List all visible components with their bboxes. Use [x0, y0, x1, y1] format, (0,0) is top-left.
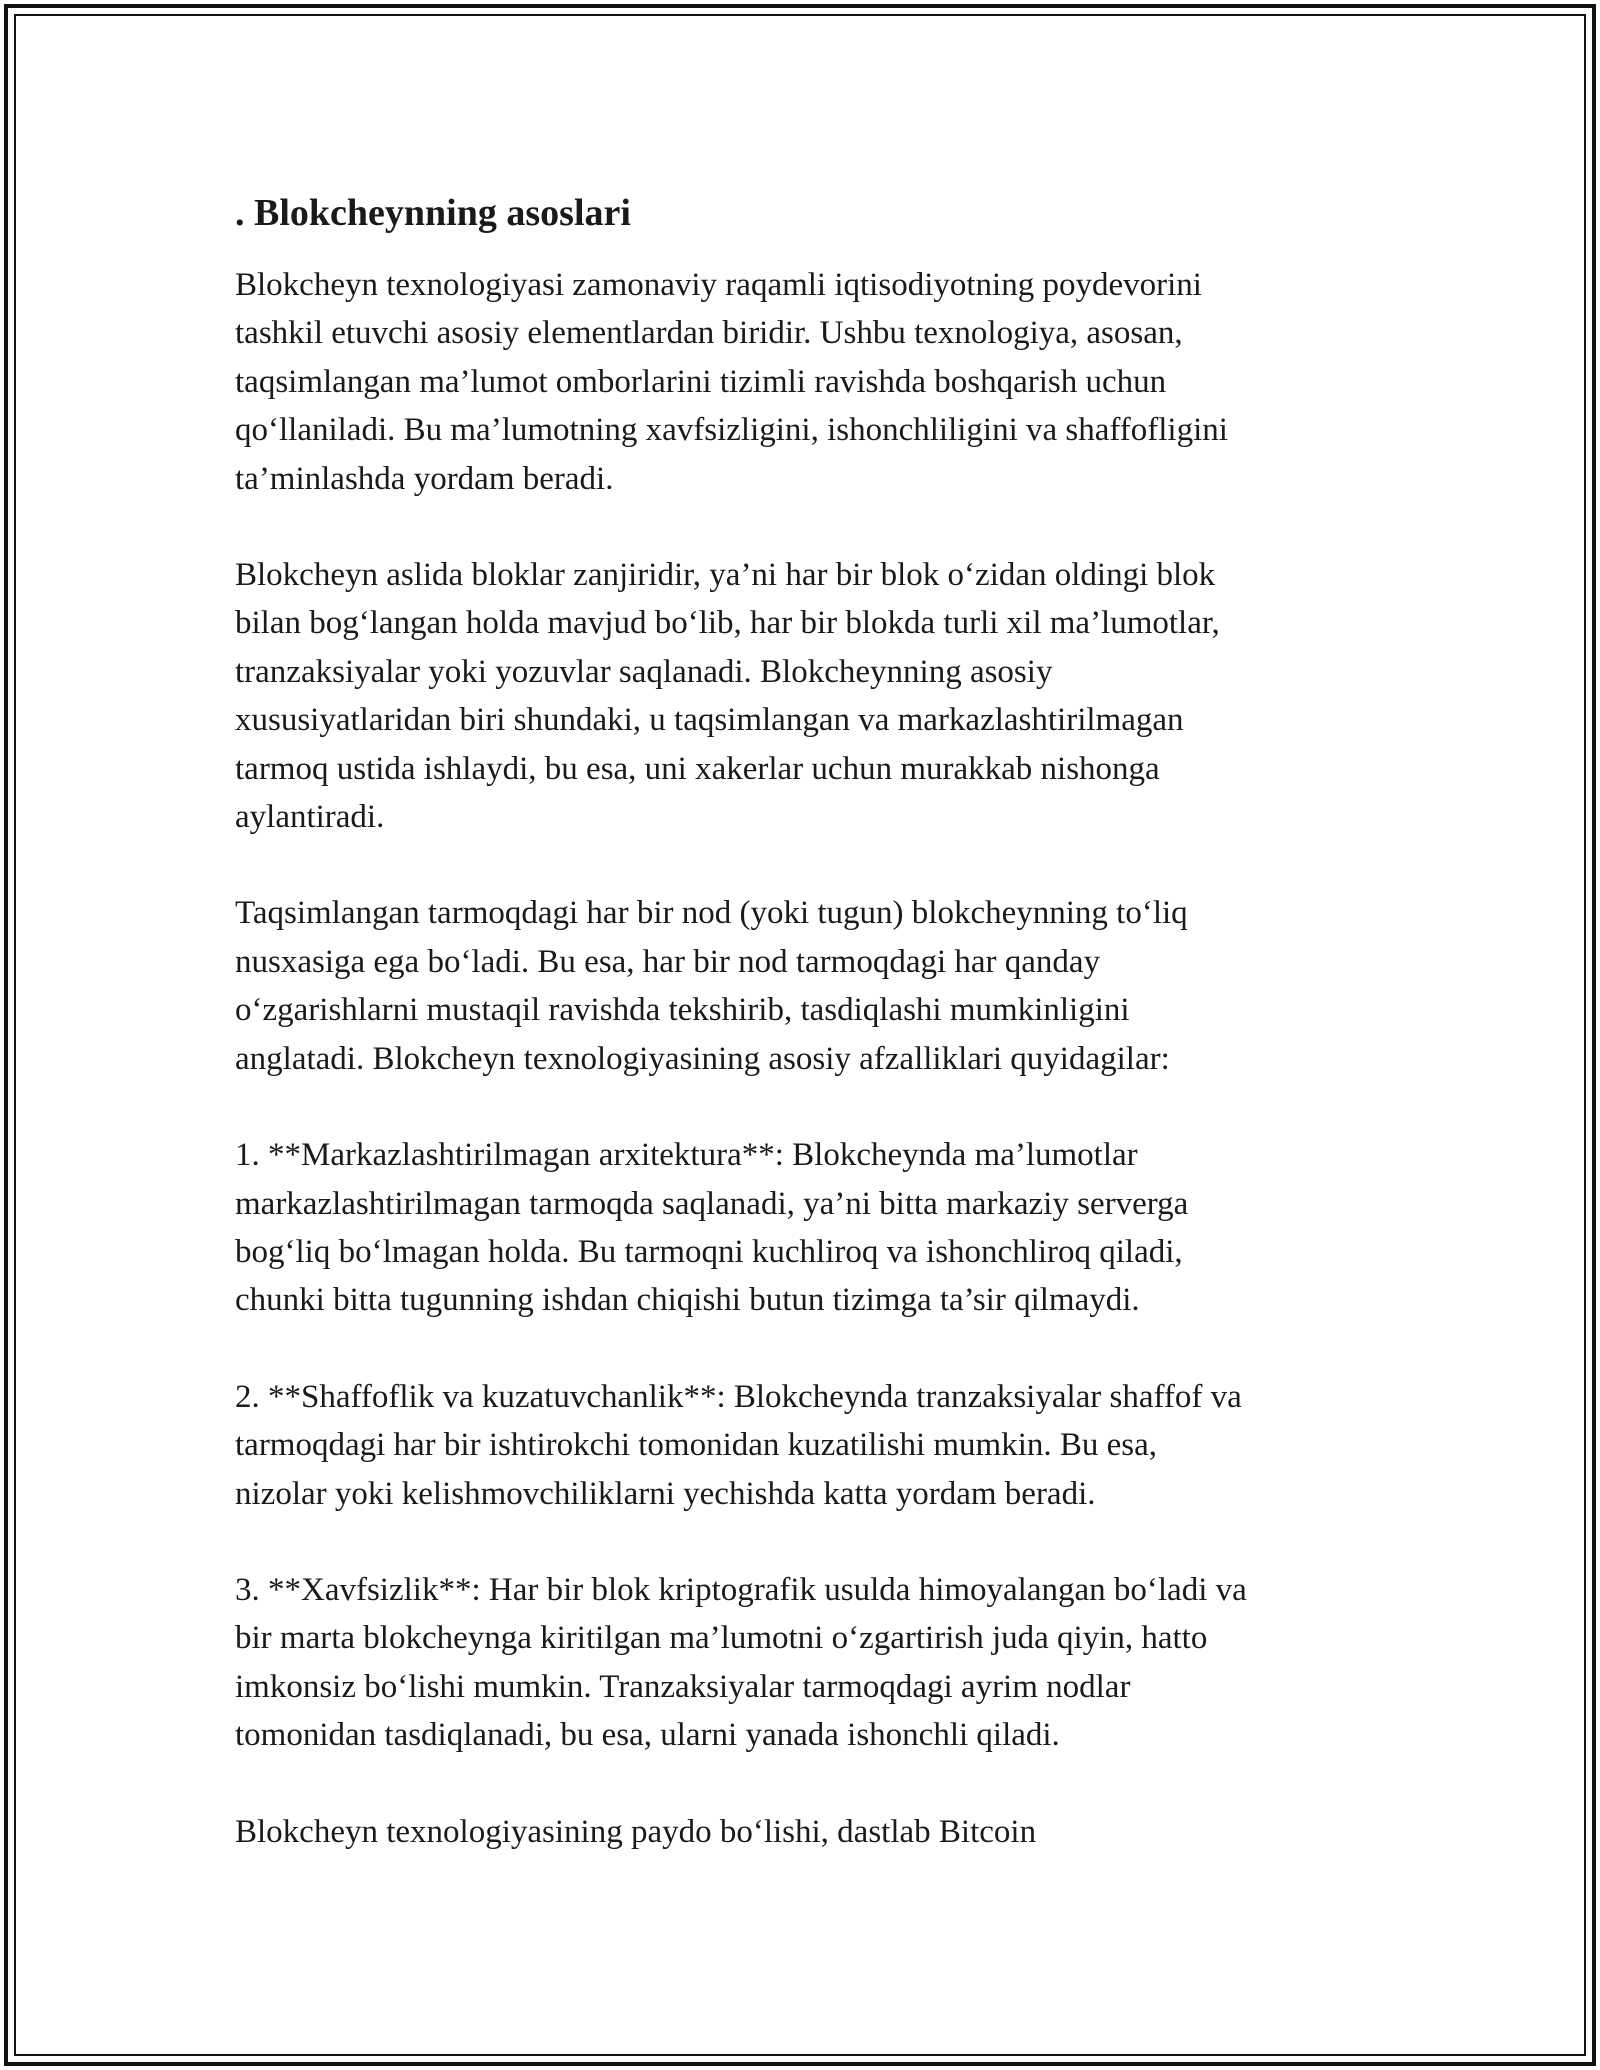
text-line: nizolar yoki kelishmovchiliklarni yechishda katta yordam beradi.: [235, 1475, 1096, 1512]
text-line: Taqsimlangan tarmoqdagi har bir nod (yoki tugun) blokcheynning to‘liq: [235, 895, 1188, 932]
text-line: 1. **Markazlashtirilmagan arxitektura**: Blokcheynda ma’lumotlar: [235, 1137, 1138, 1174]
text-line: imkonsiz bo‘lishi mumkin. Tranzaksiyalar tarmoqdagi ayrim nodlar: [235, 1668, 1131, 1705]
text-line: xususiyatlaridan biri shundaki, u taqsimlangan va markazlashtirilmagan: [235, 702, 1184, 739]
text-line: qo‘llaniladi. Bu ma’lumotning xavfsizligini, ishonchliligini va shaffofligini: [235, 412, 1228, 449]
text-line: tarmoqdagi har bir ishtirokchi tomonidan kuzatilishi mumkin. Bu esa,: [235, 1427, 1158, 1464]
list-item-decentralized: [235, 1131, 1385, 1325]
text-line: tashkil etuvchi asosiy elementlardan biridir. Ushbu texnologiya, asosan,: [235, 315, 1183, 352]
text-line: tranzaksiyalar yoki yozuvlar saqlanadi. Blokcheynning asosiy: [235, 653, 1053, 690]
text-line: Blokcheyn texnologiyasi zamonaviy raqamli iqtisodiyotning poydevorini: [235, 267, 1202, 303]
paragraph-chain: [235, 551, 1385, 841]
list-item-transparency: [235, 1373, 1385, 1518]
text-line: nusxasiga ega bo‘ladi. Bu esa, har bir nod tarmoqdagi har qanday: [235, 943, 1101, 980]
paragraph-intro: [235, 261, 1385, 503]
text-line: 2. **Shaffoflik va kuzatuvchanlik**: Blokcheynda tranzaksiyalar shaffof va: [235, 1378, 1242, 1415]
text-line: Blokcheyn aslida bloklar zanjiridir, ya’ni har bir blok o‘zidan oldingi blok: [235, 557, 1216, 594]
paragraph-nodes: [235, 889, 1385, 1083]
list-item-security: [235, 1566, 1385, 1760]
text-line: chunki bitta tugunning ishdan chiqishi butun tizimga ta’sir qilmaydi.: [235, 1282, 1140, 1319]
text-line: tarmoq ustida ishlaydi, bu esa, uni xakerlar uchun murakkab nishonga: [235, 750, 1160, 787]
text-line: bilan bog‘langan holda mavjud bo‘lib, har bir blokda turli xil ma’lumotlar,: [235, 605, 1220, 642]
text-line: o‘zgarishlarni mustaqil ravishda tekshirib, tasdiqlashi mumkinligini: [235, 992, 1130, 1029]
paragraph-origin: [235, 1808, 1385, 1856]
text-line: Blokcheyn texnologiyasining paydo bo‘lishi, dastlab Bitcoin: [235, 1813, 1037, 1850]
text-line: tomonidan tasdiqlanadi, bu esa, ularni yanada ishonchli qiladi.: [235, 1717, 1060, 1754]
text-line: anglatadi. Blokcheyn texnologiyasining asosiy afzalliklari quyidagilar:: [235, 1040, 1170, 1077]
text-line: aylantiradi.: [235, 799, 385, 836]
text-line: ta’minlashda yordam beradi.: [235, 460, 614, 497]
section-heading: . Blokcheynning asoslari: [235, 192, 631, 234]
text-line: bir marta blokcheynga kiritilgan ma’lumotni o‘zgartirish juda qiyin, hatto: [235, 1620, 1208, 1657]
text-line: bog‘liq bo‘lmagan holda. Bu tarmoqni kuchliroq va ishonchliroq qiladi,: [235, 1233, 1183, 1270]
document-body: [235, 185, 1385, 1904]
text-line: taqsimlangan ma’lumot omborlarini tizimli ravishda boshqarish uchun: [235, 363, 1167, 400]
text-line: markazlashtirilmagan tarmoqda saqlanadi, ya’ni bitta markaziy serverga: [235, 1185, 1189, 1222]
text-line: 3. **Xavfsizlik**: Har bir blok kriptografik usulda himoyalangan bo‘ladi va: [235, 1571, 1247, 1608]
